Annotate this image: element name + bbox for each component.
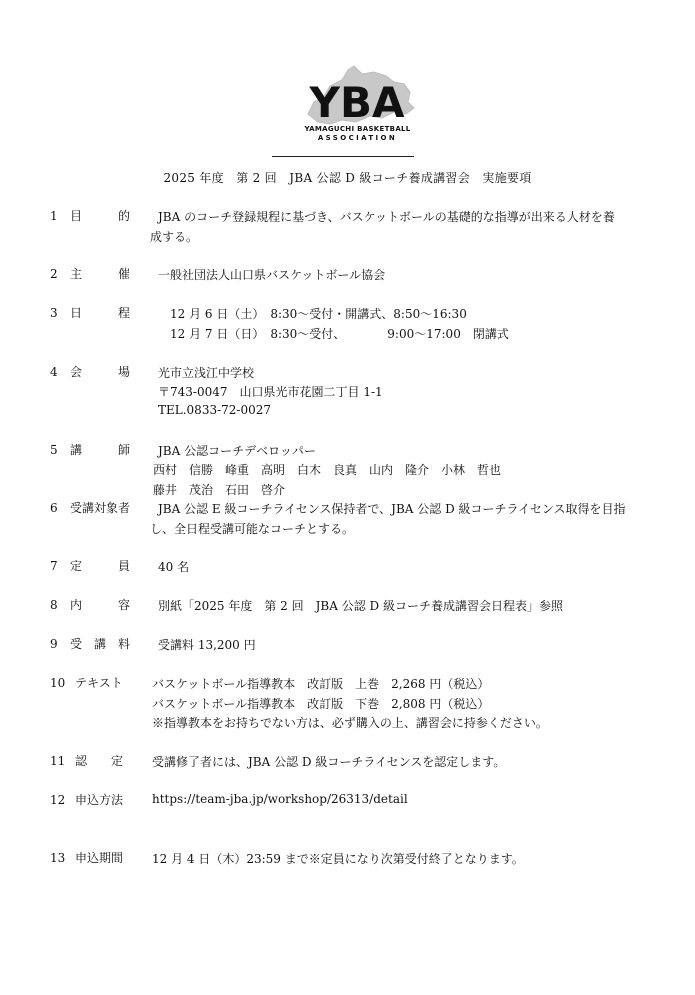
item-number: 12 [50, 793, 66, 807]
item-number: 1 [50, 209, 58, 223]
item-text: JBA 公認 E 級コーチライセンス保持者で、JBA 公認 D 級コーチライセンス取得を目指 [158, 502, 626, 516]
item-number: 13 [50, 851, 66, 865]
item-number: 6 [50, 501, 58, 515]
item-number: 10 [50, 676, 66, 690]
item-label: 講 師 [70, 443, 131, 457]
item-text: し、全日程受講可能なコーチとする。 [150, 522, 355, 536]
item-label: 目 的 [70, 209, 131, 223]
item-number: 3 [50, 306, 58, 320]
yba-logo [290, 62, 425, 147]
item-label: 内 容 [70, 598, 131, 612]
logo-wordmark: YBA [309, 78, 405, 127]
item-text: 別紙「2025 年度 第 2 回 JBA 公認 D 級コーチ養成講習会日程表」参照 [158, 599, 563, 613]
item-text: 一般社団法人山口県バスケットボール協会 [158, 268, 386, 282]
item-label: 日 程 [70, 306, 131, 320]
item-text: 12 月 7 日（日） 8:30～受付、 9:00～17:00 閉講式 [170, 327, 509, 341]
item-text: 受講修了者には、JBA 公認 D 級コーチライセンスを認定します。 [152, 755, 506, 769]
item-label: 申込方法 [75, 793, 124, 807]
logo-divider [272, 156, 414, 157]
item-text: JBA のコーチ登録規程に基づき、バスケットボールの基礎的な指導が出来る人材を養 [158, 210, 615, 224]
item-number: 8 [50, 598, 58, 612]
logo-subtitle-1: YAMAGUCHI BASKETBALL [304, 125, 411, 133]
item-number: 11 [50, 754, 66, 768]
item-text: 12 月 6 日（土） 8:30～受付・開講式、8:50～16:30 [170, 307, 467, 321]
item-text: TEL.0833-72-0027 [158, 403, 272, 417]
item-label: 会 場 [70, 365, 131, 379]
item-text: 40 名 [158, 560, 190, 574]
item-text: JBA 公認コーチデベロッパー [158, 444, 316, 458]
item-number: 5 [50, 443, 58, 457]
item-text: 光市立浅江中学校 [158, 366, 255, 380]
application-url-link[interactable]: https://team-jba.jp/workshop/26313/detail [152, 792, 408, 806]
item-text: 成する。 [150, 230, 199, 244]
item-text: バスケットボール指導教本 改訂版 下巻 2,808 円（税込） [152, 697, 490, 711]
logo-subtitle-2: ASSOCIATION [317, 134, 398, 142]
item-number: 9 [50, 637, 58, 651]
item-text: バスケットボール指導教本 改訂版 上巻 2,268 円（税込） [152, 677, 490, 691]
item-label: 定 員 [70, 559, 131, 573]
item-number: 2 [50, 267, 58, 281]
item-number: 7 [50, 559, 58, 573]
item-label: 申込期間 [75, 851, 124, 865]
item-text: 12 月 4 日（木）23:59 まで※定員になり次第受付終了となります。 [152, 852, 524, 866]
item-text: 西村 信勝 峰重 高明 白木 良真 山内 隆介 小林 哲也 [153, 463, 502, 477]
item-label: 主 催 [70, 267, 131, 281]
item-text: 〒743-0047 山口県光市花園二丁目 1-1 [158, 385, 383, 399]
item-label: 受 講 料 [70, 637, 131, 651]
item-number: 4 [50, 365, 58, 379]
item-text: 藤井 茂治 石田 啓介 [153, 483, 286, 497]
item-label: テキスト [75, 676, 123, 690]
item-label: 認 定 [75, 754, 124, 768]
document-title: 2025 年度 第 2 回 JBA 公認 D 級コーチ養成講習会 実施要項 [163, 171, 532, 185]
item-label: 受講対象者 [70, 501, 131, 515]
item-text: ※指導教本をお持ちでない方は、必ず購入の上、講習会に持参ください。 [152, 716, 548, 730]
item-text: 受講料 13,200 円 [158, 638, 256, 652]
